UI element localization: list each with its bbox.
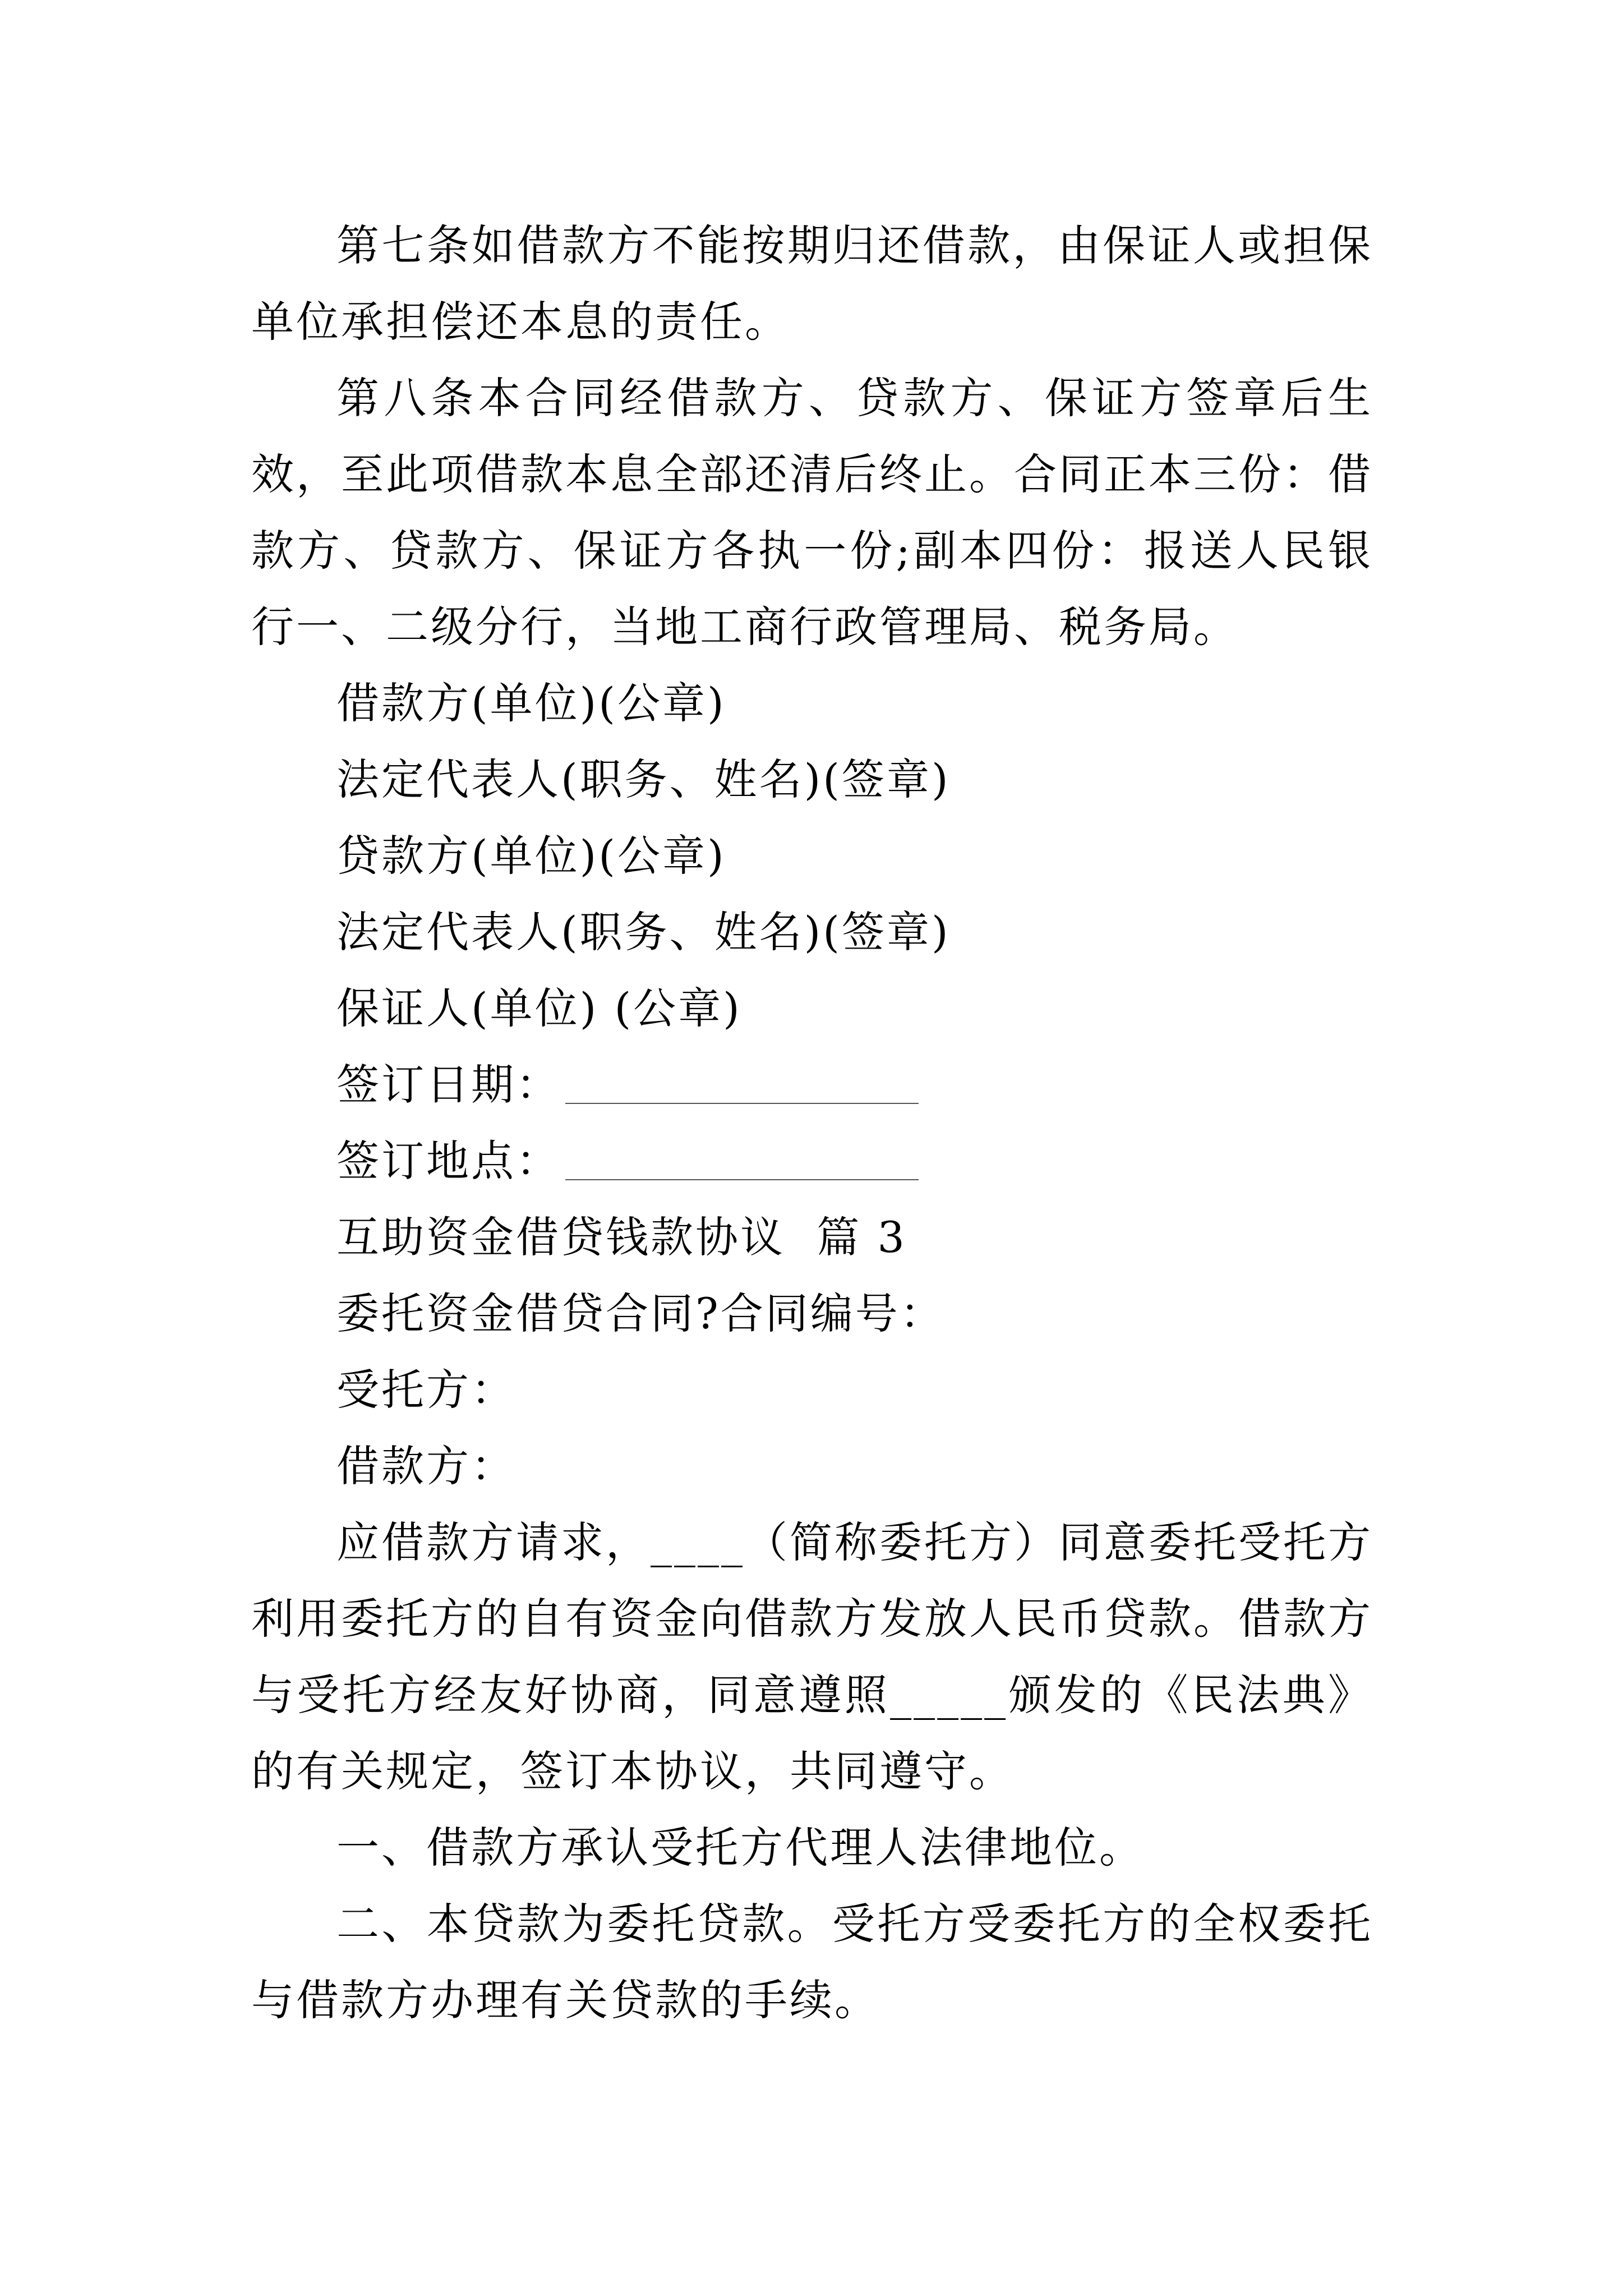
trustee-label: 受托方： xyxy=(336,1365,516,1415)
article-7-paragraph: 第七条如借款方不能按期归还借款，由保证人或担保单位承担偿还本息的责任。 xyxy=(251,220,1373,347)
contract-header: 委托资金借贷合同?合同编号： xyxy=(336,1289,945,1338)
sign-place-blank xyxy=(565,1179,919,1180)
sign-date-blank xyxy=(565,1103,919,1104)
sign-place-label: 签订地点： xyxy=(336,1136,561,1186)
borrower-representative-line: 法定代表人(职务、姓名)(签章) xyxy=(336,754,951,804)
sign-place-line xyxy=(251,1123,1373,1199)
guarantor-seal-line: 保证人(单位) (公章) xyxy=(336,983,742,1033)
section-title: 互助资金借贷钱款协议 篇 3 xyxy=(336,1212,907,1262)
borrower-seal-line: 借款方(单位)(公章) xyxy=(336,678,726,728)
clause-1-paragraph: 一、借款方承认受托方代理人法律地位。 xyxy=(336,1823,1144,1872)
lender-representative-line: 法定代表人(职务、姓名)(签章) xyxy=(336,907,951,957)
lender-seal-line: 贷款方(单位)(公章) xyxy=(336,831,726,881)
request-paragraph: 应借款方请求，____（简称委托方）同意委托受托方利用委托方的自有资金向借款方发放人民币贷款。借款方与受托方经友好协商，同意遵照_____颁发的《民法典》的有关规定，签订本协议，共同遵守。 xyxy=(251,1517,1373,1796)
borrower-label: 借款方： xyxy=(336,1441,516,1491)
sign-date-line xyxy=(251,1047,1373,1123)
sign-date-label: 签订日期： xyxy=(336,1060,561,1110)
article-8-paragraph: 第八条本合同经借款方、贷款方、保证方签章后生效，至此项借款本息全部还清后终止。合同正本三份：借款方、贷款方、保证方各执一份;副本四份：报送人民银行一、二级分行，当地工商行政管理局、税务局。 xyxy=(251,373,1373,652)
document-content xyxy=(251,208,1373,2039)
clause-2-paragraph: 二、本贷款为委托贷款。受托方受委托方的全权委托与借款方办理有关贷款的手续。 xyxy=(251,1899,1373,2025)
